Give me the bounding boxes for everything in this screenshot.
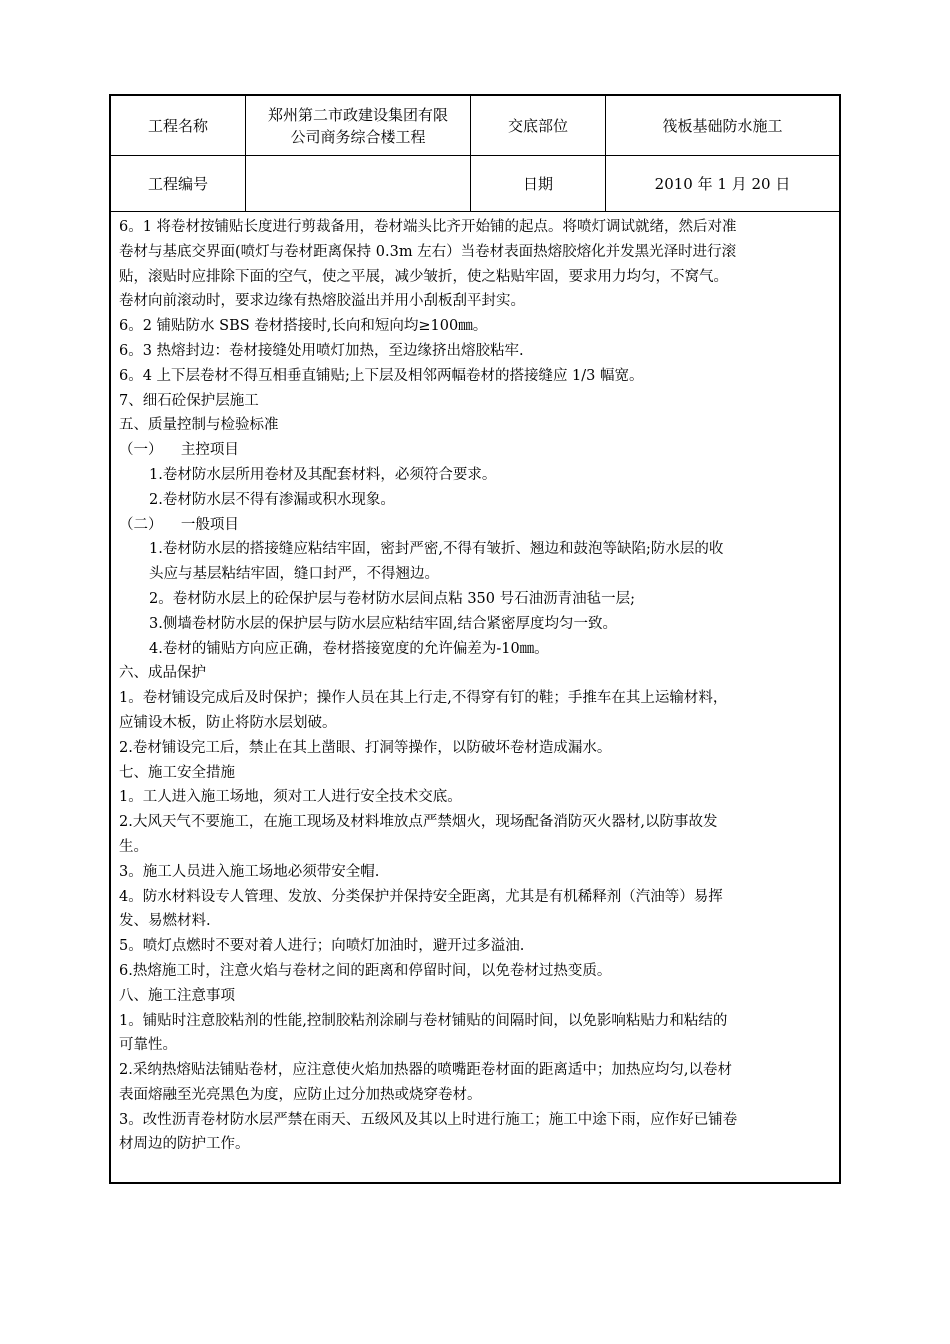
text-line: 贴，滚贴时应排除下面的空气，使之平展，减少皱折，使之粘贴牢固，要求用力均匀，不窝气。 bbox=[119, 268, 728, 285]
text-line: 卷材与基底交界面(喷灯与卷材距离保持 0.3m 左右）当卷材表面热熔胶熔化并发黑光泽时进行滚 bbox=[119, 243, 737, 260]
text-line: 4。防水材料设专人管理、发放、分类保护并保持安全距离，尤其是有机稀释剂（汽油等）易挥 bbox=[119, 888, 723, 905]
subsection-heading: （二） 一般项目 bbox=[119, 516, 239, 533]
text-line: 材周边的防护工作。 bbox=[119, 1136, 250, 1153]
header-row-2 bbox=[111, 156, 839, 212]
text-line: 1。铺贴时注意胶粘剂的性能,控制胶粘剂涂刷与卷材铺贴的间隔时间，以免影响粘贴力和粘结的 bbox=[119, 1012, 728, 1029]
project-no-label: 工程编号 bbox=[111, 156, 246, 211]
project-name-value bbox=[246, 96, 471, 155]
text-line: 1.卷材防水层所用卷材及其配套材料，必须符合要求。 bbox=[149, 466, 497, 483]
text-line: 生。 bbox=[119, 838, 148, 855]
text-line: 3.侧墙卷材防水层的保护层与防水层应粘结牢固,结合紧密厚度均匀一致。 bbox=[149, 615, 617, 632]
section-heading: 七、施工安全措施 bbox=[119, 764, 235, 781]
text-line: 4.卷材的铺贴方向应正确，卷材搭接宽度的允许偏差为-10㎜。 bbox=[149, 640, 549, 657]
text-line: 2.卷材防水层不得有渗漏或积水现象。 bbox=[149, 491, 395, 508]
text-line: 1.卷材防水层的搭接缝应粘结牢固，密封严密,不得有皱折、翘边和鼓泡等缺陷;防水层的收 bbox=[149, 541, 724, 558]
project-name-label: 工程名称 bbox=[111, 96, 246, 155]
subsection-heading: （一） 主控项目 bbox=[119, 442, 239, 459]
text-line: 6。2 铺贴防水 SBS 卷材搭接时,长向和短向均≥100㎜。 bbox=[119, 318, 488, 335]
project-no-value bbox=[246, 156, 471, 211]
section-heading: 7、细石砼保护层施工 bbox=[119, 392, 259, 409]
text-line: 应铺设木板，防止将防水层划破。 bbox=[119, 714, 337, 731]
project-name-line2: 公司商务综合楼工程 bbox=[290, 127, 426, 146]
text-line: 3。施工人员进入施工场地必须带安全帽. bbox=[119, 863, 380, 880]
text-line: 2.采纳热熔贴法铺贴卷材，应注意使火焰加热器的喷嘴距卷材面的距离适中；加热应均匀,以卷材 bbox=[119, 1062, 732, 1079]
section-heading: 五、质量控制与检验标准 bbox=[119, 417, 279, 434]
text-line: 1。工人进入施工场地，须对工人进行安全技术交底。 bbox=[119, 789, 462, 806]
text-line: 1。卷材铺设完成后及时保护；操作人员在其上行走,不得穿有钉的鞋；手推车在其上运输材料， bbox=[119, 690, 728, 707]
date-value: 2010 年 1 月 20 日 bbox=[654, 174, 791, 193]
text-line: 6。4 上下层卷材不得互相垂直铺贴;上下层及相邻两幅卷材的搭接缝应 1/3 幅宽。 bbox=[119, 367, 644, 384]
header-row-1 bbox=[111, 96, 839, 156]
project-name-line1: 郑州第二市政建设集团有限 bbox=[267, 105, 448, 124]
location-value: 筏板基础防水施工 bbox=[662, 116, 783, 135]
text-line: 2。卷材防水层上的砼保护层与卷材防水层间点粘 350 号石油沥青油毡一层; bbox=[149, 590, 636, 607]
location-label: 交底部位 bbox=[471, 96, 606, 155]
text-line: 发、易燃材料. bbox=[119, 913, 211, 930]
text-line: 卷材向前滚动时，要求边缘有热熔胶溢出并用小刮板刮平封实。 bbox=[119, 293, 525, 310]
date-label: 日期 bbox=[471, 156, 606, 211]
text-line: 6.热熔施工时，注意火焰与卷材之间的距离和停留时间，以免卷材过热变质。 bbox=[119, 962, 612, 979]
text-line: 2.大风天气不要施工，在施工现场及材料堆放点严禁烟火，现场配备消防灭火器材,以防事故发 bbox=[119, 814, 718, 831]
text-line: 2.卷材铺设完工后，禁止在其上凿眼、打洞等操作，以防破坏卷材造成漏水。 bbox=[119, 739, 612, 756]
text-line: 3。改性沥青卷材防水层严禁在雨天、五级风及其以上时进行施工；施工中途下雨，应作好已铺卷 bbox=[119, 1111, 738, 1128]
text-line: 头应与基层粘结牢固，缝口封严，不得翘边。 bbox=[149, 566, 439, 583]
section-heading: 六、成品保护 bbox=[119, 665, 206, 682]
body-text bbox=[119, 215, 834, 1157]
text-line: 可靠性。 bbox=[119, 1037, 177, 1054]
text-line: 6。1 将卷材按铺贴长度进行剪裁备用，卷材端头比齐开始铺的起点。将喷灯调试就绪，然后对准 bbox=[119, 219, 737, 235]
disclosure-form bbox=[109, 94, 841, 1184]
section-heading: 八、施工注意事项 bbox=[119, 987, 235, 1004]
text-line: 5。喷灯点燃时不要对着人进行；向喷灯加油时，避开过多溢油. bbox=[119, 938, 525, 955]
text-line: 6。3 热熔封边：卷材接缝处用喷灯加热，至边缘挤出熔胶粘牢. bbox=[119, 342, 524, 359]
text-line: 表面熔融至光亮黑色为度，应防止过分加热或烧穿卷材。 bbox=[119, 1086, 482, 1103]
